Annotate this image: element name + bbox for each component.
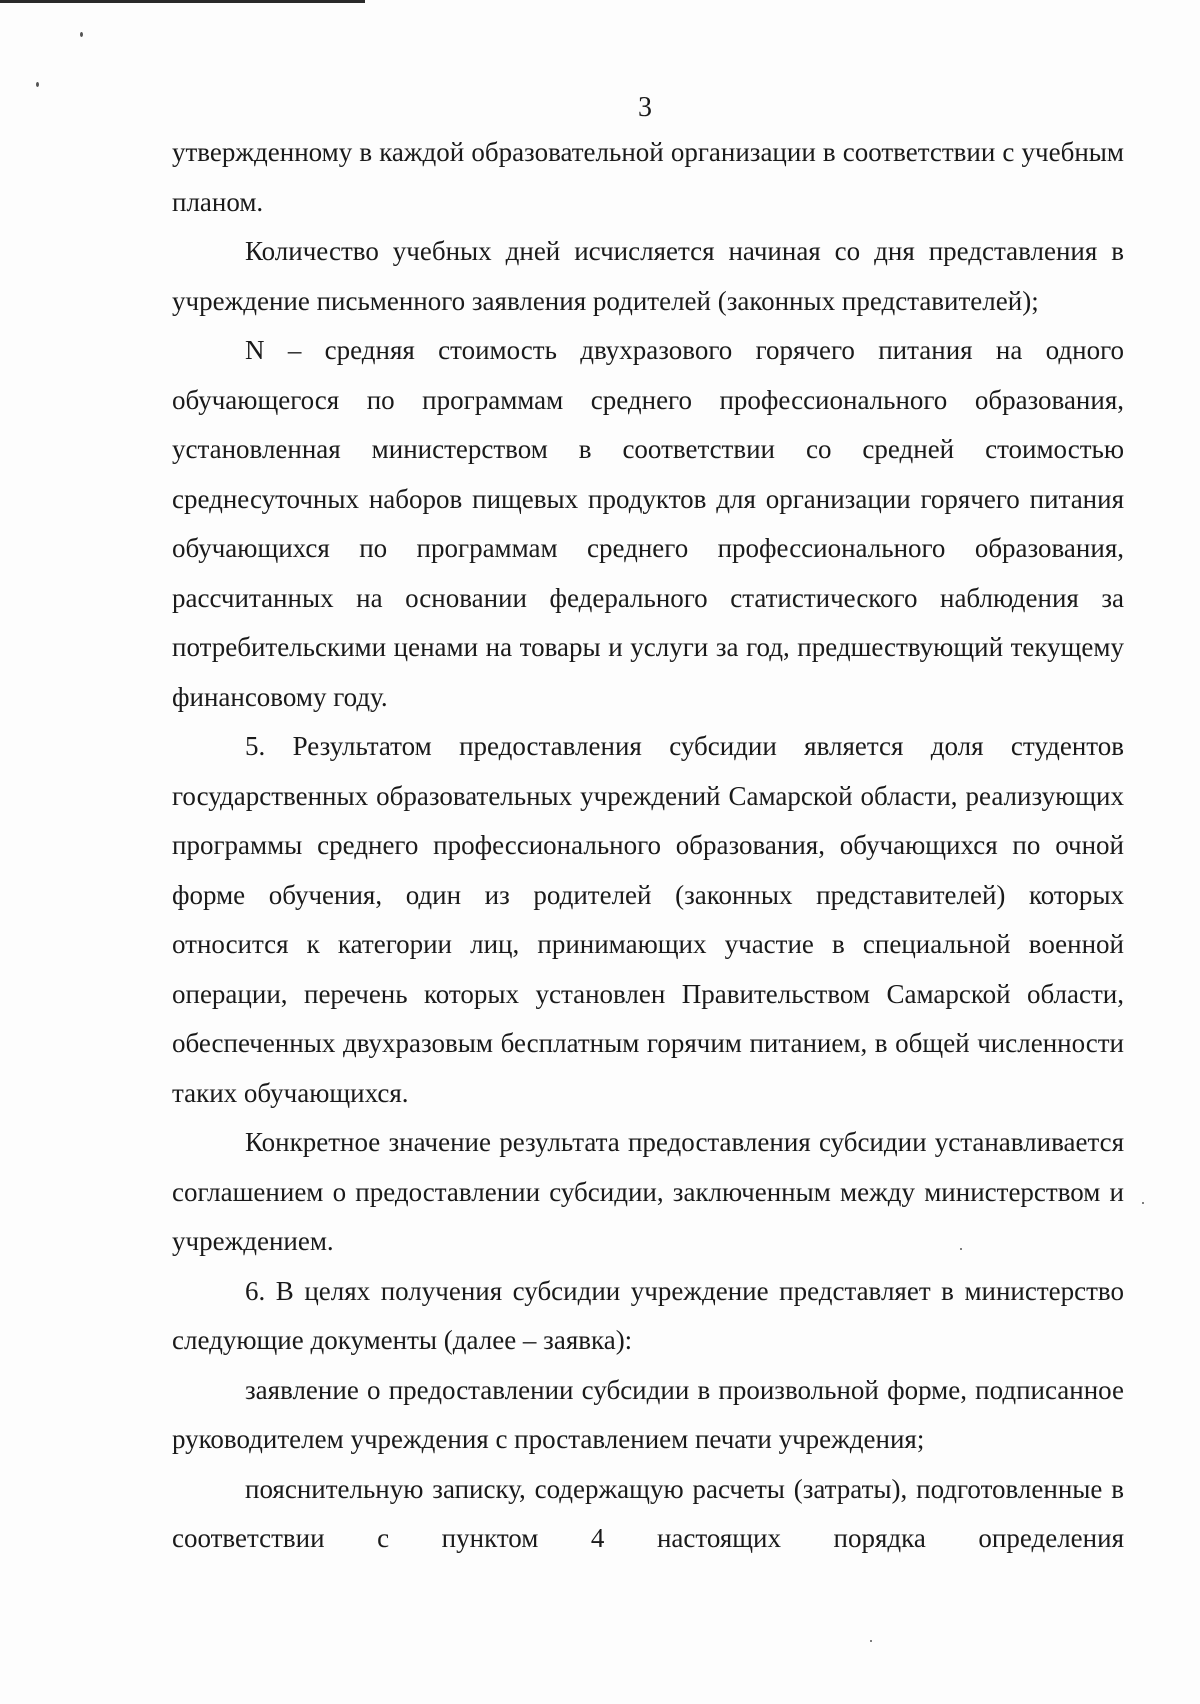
- scan-speck: [1142, 1202, 1144, 1204]
- scan-speck: [36, 82, 39, 87]
- scan-speck: [960, 1248, 962, 1250]
- paragraph-explanatory-note: пояснительную записку, содержащую расчеты (затраты), подготовленные в соответствии с пунктом 4 настоящих порядка определения: [172, 1473, 1124, 1553]
- paragraph-item-6: 6. В целях получения субсидии учреждение представляет в министерство следующие документы (далее – заявка):: [172, 1275, 1124, 1355]
- scan-speck: [870, 1640, 872, 1642]
- paragraph-school-days: Количество учебных дней исчисляется начиная со дня представления в учреждение письменного заявления родителей (законных представителей);: [172, 236, 1124, 316]
- paragraph-continuation: утвержденному в каждой образовательной организации в соответствии с учебным планом.: [172, 137, 1124, 217]
- paragraph-n-definition: N – средняя стоимость двухразового горячего питания на одного обучающегося по программам среднего профессионального образования, установленная министерством в соответствии со средней стоимостью среднесуточных наборов пищевых продуктов для организации горячего питания обучающихся по программам среднего профессионального образования, рассчитанных на основании федерального статистического наблюдения за потребительскими ценами на товары и услуги за год, предшествующий текущему финансовому году.: [172, 335, 1124, 712]
- scan-speck: [80, 32, 83, 37]
- scan-top-rule: [0, 0, 365, 3]
- document-body: [172, 128, 1124, 1564]
- paragraph-result-value: Конкретное значение результата предоставления субсидии устанавливается соглашением о предоставлении субсидии, заключенным между министерством и учреждением.: [172, 1127, 1124, 1256]
- paragraph-item-5: 5. Результатом предоставления субсидии является доля студентов государственных образовательных учреждений Самарской области, реализующих программы среднего профессионального образования, обучающихся по очной форме обучения, один из родителей (законных представителей) которых относится к категории лиц, принимающих участие в специальной военной операции, перечень которых установлен Правительством Самарской области, обеспеченных двухразовым бесплатным горячим питанием, в общей численности таких обучающихся.: [172, 731, 1124, 1108]
- page-number: 3: [638, 92, 652, 123]
- paragraph-application: заявление о предоставлении субсидии в произвольной форме, подписанное руководителем учреждения с проставлением печати учреждения;: [172, 1374, 1124, 1454]
